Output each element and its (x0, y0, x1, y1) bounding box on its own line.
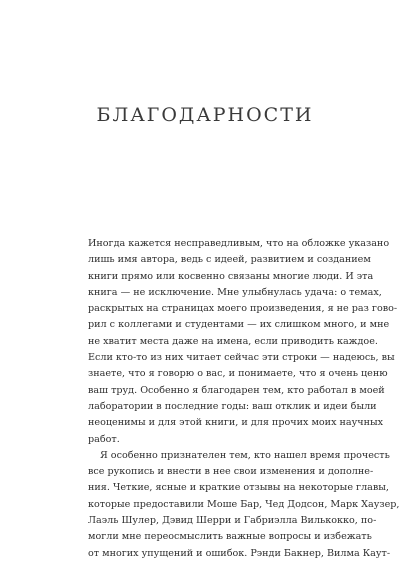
text-line: книга — не исключение. Мне улыбнулась удача: о темах, (88, 286, 382, 298)
text-line: все рукопись и внести в нее свои изменения и дополне- (88, 466, 374, 478)
text-line: лаборатории в последние годы: ваш отклик и идеи были (88, 400, 377, 412)
text-line: которые предоставили Моше Бар, Чед Додсон, Марк Хаузер, (88, 498, 400, 510)
text-line: работ. (88, 433, 120, 445)
text-line: Иногда кажется несправедливым, что на обложке указано (88, 238, 390, 249)
text-line: знаете, что я говорю о вас, и понимаете, что я очень ценю (88, 368, 388, 380)
text-line: раскрытых на страницах моего произведения, я не раз гово- (88, 303, 398, 315)
text-line: неоценимы и для этой книги, и для прочих моих научных (88, 417, 384, 429)
text-line: книги прямо или косвенно связаны многие люди. И эта (88, 270, 374, 282)
text-line: ния. Четкие, ясные и краткие отзывы на некоторые главы, (88, 482, 389, 494)
text-line: рил с коллегами и студентами — их слишком много, и мне (88, 319, 390, 331)
paragraph-1 (88, 236, 398, 448)
paragraph-2 (88, 448, 400, 562)
text-line: могли мне переосмыслить важные вопросы и избежать (88, 531, 372, 543)
text-line: Лаэль Шулер, Дэвид Шерри и Габриэлла Вилькокко, по- (88, 515, 377, 527)
text-line: Если кто-то из них читает сейчас эти строки — надеюсь, вы (88, 352, 395, 364)
text-line: не хватит места даже на имена, если приводить каждое. (88, 335, 378, 347)
text-line: от многих упущений и ошибок. Рэнди Бакнер, Вилма Каут- (88, 547, 391, 559)
body-text (88, 236, 400, 562)
text-line: ваш труд. Особенно я благодарен тем, кто работал в моей (88, 384, 385, 396)
text-line: Я особенно признателен тем, кто нашел время прочесть (100, 449, 390, 461)
chapter-title: БЛАГОДАРНОСТИ (96, 104, 314, 126)
text-line: лишь имя автора, ведь с идеей, развитием и созданием (88, 254, 371, 266)
